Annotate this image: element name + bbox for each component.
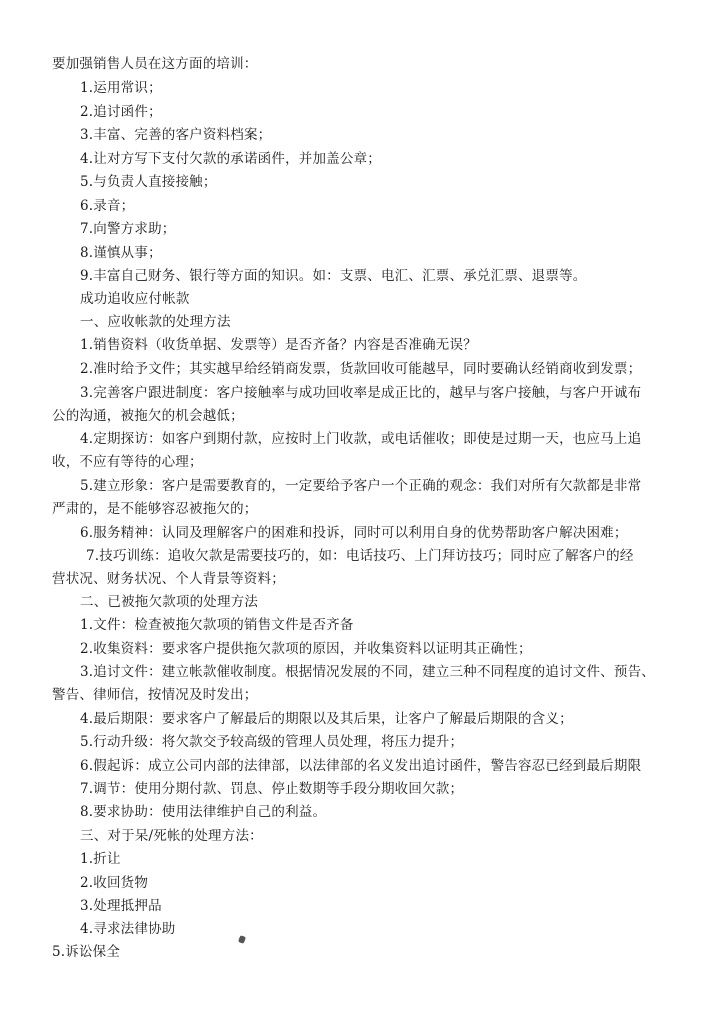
list-item-continuation: 严肃的，是不能够容忍被拖欠的；: [52, 501, 258, 517]
list-item: 7.调节：使用分期付款、罚息、停止数期等手段分期收回欠款；: [80, 781, 464, 797]
list-item: 6.假起诉：成立公司内部的法律部，以法律部的名义发出追讨函件，警告容忍已经到最后期限: [80, 758, 642, 774]
list-item: 6.录音；: [80, 198, 135, 214]
list-item: 8.谨慎从事；: [80, 245, 162, 261]
section-heading: 三、对于呆/死帐的处理方法：: [80, 828, 263, 844]
list-item: 2.准时给予文件；其实越早给经销商发票，货款回收可能越早，同时要确认经销商收到发票；: [80, 361, 642, 377]
list-item: 2.收回货物: [80, 875, 149, 891]
section-heading: 一、应收帐款的处理方法: [80, 314, 231, 330]
list-item: 4.寻求法律协助: [80, 921, 176, 937]
section-heading: 二、已被拖欠款项的处理方法: [80, 594, 259, 610]
list-item: 3.丰富、完善的客户资料档案；: [80, 127, 272, 143]
list-item: 4.最后期限：要求客户了解最后的期限以及其后果，让客户了解最后期限的含义；: [80, 711, 573, 727]
list-item: 3.处理抵押品: [80, 898, 162, 914]
section-title: 成功追收应付帐款: [80, 291, 190, 307]
list-item-continuation: 警告、律师信，按情况及时发出；: [52, 687, 258, 703]
list-item: 1.运用常识；: [80, 80, 162, 96]
list-item: 2.收集资料：要求客户提供拖欠款项的原因，并收集资料以证明其正确性；: [80, 641, 532, 657]
list-item: 2.追讨函件；: [80, 104, 162, 120]
list-item-continuation: 营状况、财务状况、个人背景等资料；: [52, 571, 285, 587]
list-item: 3.完善客户跟进制度：客户接触率与成功回收率是成正比的，越早与客户接触，与客户开诚布: [80, 385, 642, 401]
list-item: 4.定期探访：如客户到期付款，应按时上门收款，或电话催收；即使是过期一天，也应马上追: [80, 431, 642, 447]
list-item-continuation: 公的沟通，被拖欠的机会越低；: [52, 408, 244, 424]
list-item: 5.诉讼保全: [52, 944, 121, 960]
list-item: 5.行动升级：将欠款交予较高级的管理人员处理，将压力提升；: [80, 734, 464, 750]
list-item: 1.折让: [80, 851, 121, 867]
list-item: 6.服务精神：认同及理解客户的困难和投诉，同时可以利用自身的优势帮助客户解决困难；: [80, 525, 628, 541]
list-item: 7.向警方求助；: [80, 221, 176, 237]
list-item: 4.让对方写下支付欠款的承诺函件，并加盖公章；: [80, 151, 381, 167]
list-item: 3.追讨文件：建立帐款催收制度。根据情况发展的不同，建立三种不同程度的追讨文件、预告、: [80, 664, 655, 680]
list-item: 5.建立形象：客户是需要教育的，一定要给予客户一个正确的观念：我们对所有欠款都是非常: [80, 478, 642, 494]
list-item: 1.销售资料（收货单据、发票等）是否齐备？内容是否准确无误？: [80, 337, 477, 353]
list-item: 7.技巧训练：追收欠款是需要技巧的，如：电话技巧、上门拜访技巧；同时应了解客户的经: [86, 548, 634, 564]
list-item: 5.与负责人直接接触；: [80, 174, 217, 190]
intro-line: 要加强销售人员在这方面的培训：: [52, 56, 258, 72]
list-item-continuation: 收，不应有等待的心理；: [52, 454, 203, 470]
speck-mark: [238, 935, 246, 944]
list-item: 9.丰富自己财务、银行等方面的知识。如：支票、电汇、汇票、承兑汇票、退票等。: [80, 268, 587, 284]
list-item: 8.要求协助：使用法律维护自己的利益。: [80, 804, 327, 820]
list-item: 1.文件：检查被拖欠款项的销售文件是否齐备: [80, 617, 354, 633]
